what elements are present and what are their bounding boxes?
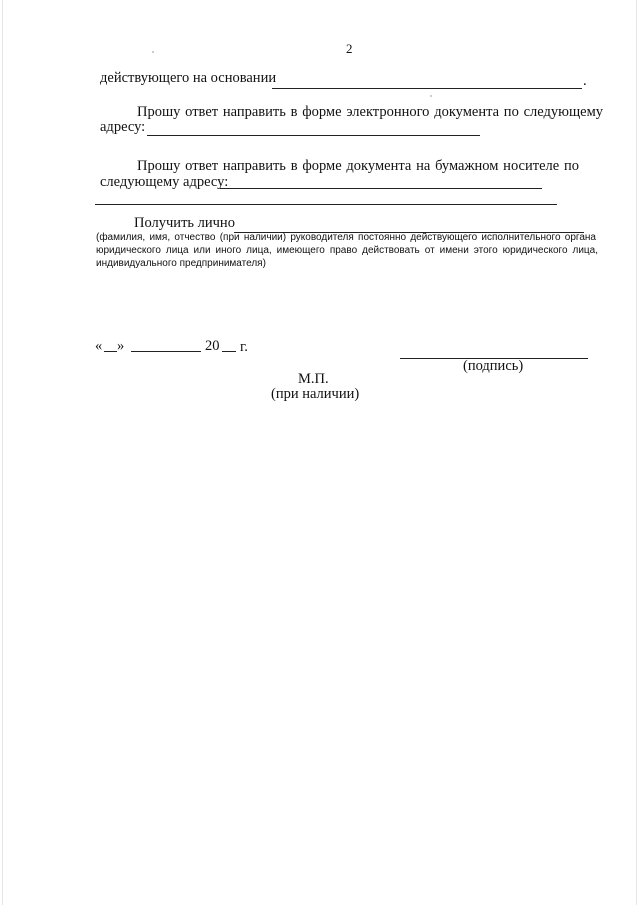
date-month-blank bbox=[131, 351, 201, 352]
date-year-prefix: 20 bbox=[205, 338, 220, 354]
signature-caption: (подпись) bbox=[463, 358, 524, 374]
personal-pickup-label: Получить лично bbox=[134, 215, 235, 231]
stamp-note: (при наличии) bbox=[271, 386, 360, 402]
scan-speck bbox=[430, 95, 432, 97]
date-year-blank bbox=[222, 351, 236, 352]
date-open-quote: « bbox=[95, 338, 103, 354]
stamp-label: М.П. bbox=[298, 371, 329, 387]
date-day-blank bbox=[104, 351, 117, 352]
paper-address-blank-line bbox=[220, 188, 542, 189]
date-close-quote: » bbox=[117, 338, 125, 354]
basis-label: действующего на основании bbox=[100, 70, 277, 86]
paper-address-label: следующему адресу: bbox=[100, 174, 229, 190]
paper-request-line1: Прошу ответ направить в форме документа на бумажном носителе по bbox=[137, 158, 579, 174]
personal-note-line3: индивидуального предпринимателя) bbox=[96, 258, 266, 269]
scan-edge-right bbox=[636, 0, 637, 905]
personal-note-line1: (фамилия, имя, отчество (при наличии) руководителя постоянно действующего исполнительного органа bbox=[96, 232, 596, 243]
electronic-request-line1: Прошу ответ направить в форме электронного документа по следующему bbox=[137, 104, 603, 120]
scan-edge-left bbox=[2, 0, 3, 905]
paper-address-blank-line-2 bbox=[95, 204, 557, 205]
scan-speck bbox=[152, 51, 154, 53]
personal-note-line2: юридического лица или иного лица, имеющего право действовать от имени этого юридического лица, bbox=[96, 245, 598, 256]
electronic-address-label: адресу: bbox=[100, 119, 146, 135]
basis-blank-line bbox=[272, 88, 582, 89]
basis-end-mark: . bbox=[583, 73, 587, 89]
page-number: 2 bbox=[346, 41, 353, 56]
electronic-address-blank-line bbox=[147, 135, 480, 136]
date-year-suffix: г. bbox=[240, 339, 248, 355]
